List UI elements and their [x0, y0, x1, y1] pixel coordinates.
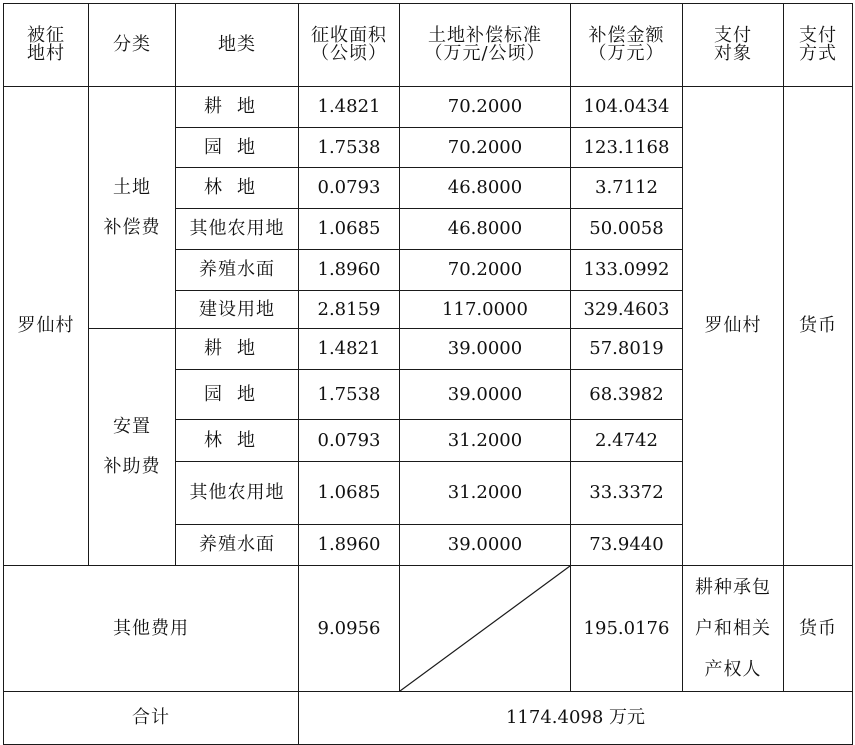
- other-fees-amount: 195.0176: [571, 566, 683, 692]
- total-row: [4, 692, 853, 745]
- category-line2: 补偿费: [103, 216, 161, 238]
- standard-cell: 39.0000: [400, 370, 571, 420]
- header-method-line1: 支付: [799, 25, 837, 46]
- amount-cell: 133.0992: [571, 250, 683, 291]
- area-cell: 1.0685: [299, 462, 400, 525]
- category-land-compensation: [89, 87, 176, 329]
- diagonal-slash: [400, 566, 570, 691]
- area-cell: 1.0685: [299, 209, 400, 250]
- standard-cell: 46.8000: [400, 209, 571, 250]
- land-type-cell: 养殖水面: [176, 525, 299, 566]
- standard-cell: 31.2000: [400, 420, 571, 462]
- header-amount-line2: （万元）: [588, 43, 665, 64]
- category-line2: 补助费: [103, 456, 161, 477]
- category-resettlement-subsidy: [89, 329, 176, 566]
- standard-cell: 46.8000: [400, 168, 571, 209]
- land-type-cell: 林地: [176, 420, 299, 462]
- header-payee-line2: 对象: [714, 43, 752, 64]
- land-type-cell: 林地: [176, 168, 299, 209]
- land-type-cell: 园地: [176, 370, 299, 420]
- header-village-line2: 地村: [27, 43, 65, 64]
- header-land-type: 地类: [176, 4, 299, 87]
- standard-cell: 39.0000: [400, 329, 571, 370]
- header-area: [299, 4, 400, 87]
- other-fees-standard-empty: [400, 566, 571, 692]
- area-cell: 2.8159: [299, 291, 400, 329]
- amount-cell: 68.3982: [571, 370, 683, 420]
- payee-line3: 产权人: [704, 659, 762, 680]
- standard-cell: 70.2000: [400, 128, 571, 168]
- land-type-cell: 耕地: [176, 329, 299, 370]
- amount-cell: 329.4603: [571, 291, 683, 329]
- method-currency-cell: 货币: [784, 87, 853, 566]
- header-village: [4, 4, 89, 87]
- category-line1: 安置: [113, 416, 151, 437]
- area-cell: 0.0793: [299, 168, 400, 209]
- standard-cell: 31.2000: [400, 462, 571, 525]
- header-amount: [571, 4, 683, 87]
- standard-cell: 117.0000: [400, 291, 571, 329]
- amount-cell: 3.7112: [571, 168, 683, 209]
- header-standard-line1: 土地补偿标准: [428, 25, 542, 46]
- other-fees-area: 9.0956: [299, 566, 400, 692]
- land-type-cell: 建设用地: [176, 291, 299, 329]
- table-row: [4, 87, 853, 128]
- header-standard-line2: （万元/公顷）: [424, 43, 546, 64]
- header-payee: [683, 4, 784, 87]
- header-row: [4, 4, 853, 87]
- area-cell: 1.4821: [299, 329, 400, 370]
- area-cell: 0.0793: [299, 420, 400, 462]
- land-type-cell: 耕地: [176, 87, 299, 128]
- land-type-cell: 养殖水面: [176, 250, 299, 291]
- amount-cell: 57.8019: [571, 329, 683, 370]
- header-method-line2: 方式: [799, 43, 837, 64]
- payee-village-cell: 罗仙村: [683, 87, 784, 566]
- village-name-cell: 罗仙村: [4, 87, 89, 566]
- header-payee-line1: 支付: [714, 25, 752, 46]
- total-value: 1174.4098 万元: [299, 692, 853, 745]
- amount-cell: 50.0058: [571, 209, 683, 250]
- category-line1: 土地: [113, 176, 151, 198]
- area-cell: 1.7538: [299, 128, 400, 168]
- amount-cell: 104.0434: [571, 87, 683, 128]
- amount-cell: 73.9440: [571, 525, 683, 566]
- other-fees-row: [4, 566, 853, 692]
- standard-cell: 70.2000: [400, 87, 571, 128]
- area-cell: 1.8960: [299, 525, 400, 566]
- header-area-line1: 征收面积: [311, 25, 387, 46]
- area-cell: 1.7538: [299, 370, 400, 420]
- land-type-cell: 其他农用地: [176, 209, 299, 250]
- amount-cell: 33.3372: [571, 462, 683, 525]
- header-method: [784, 4, 853, 87]
- payee-line2: 户和相关: [695, 618, 771, 639]
- header-category: 分类: [89, 4, 176, 87]
- total-label: 合计: [4, 692, 299, 745]
- area-cell: 1.4821: [299, 87, 400, 128]
- land-type-cell: 其他农用地: [176, 462, 299, 525]
- other-fees-label: 其他费用: [4, 566, 299, 692]
- other-fees-method: 货币: [784, 566, 853, 692]
- header-area-line2: （公顷）: [311, 43, 387, 64]
- header-amount-line1: 补偿金额: [588, 25, 665, 46]
- standard-cell: 39.0000: [400, 525, 571, 566]
- area-cell: 1.8960: [299, 250, 400, 291]
- header-standard: [400, 4, 571, 87]
- header-village-line1: 被征: [27, 25, 65, 46]
- amount-cell: 2.4742: [571, 420, 683, 462]
- standard-cell: 70.2000: [400, 250, 571, 291]
- payee-line1: 耕种承包: [695, 577, 771, 598]
- land-type-cell: 园地: [176, 128, 299, 168]
- amount-cell: 123.1168: [571, 128, 683, 168]
- compensation-table: [3, 3, 853, 745]
- other-fees-payee: [683, 566, 784, 692]
